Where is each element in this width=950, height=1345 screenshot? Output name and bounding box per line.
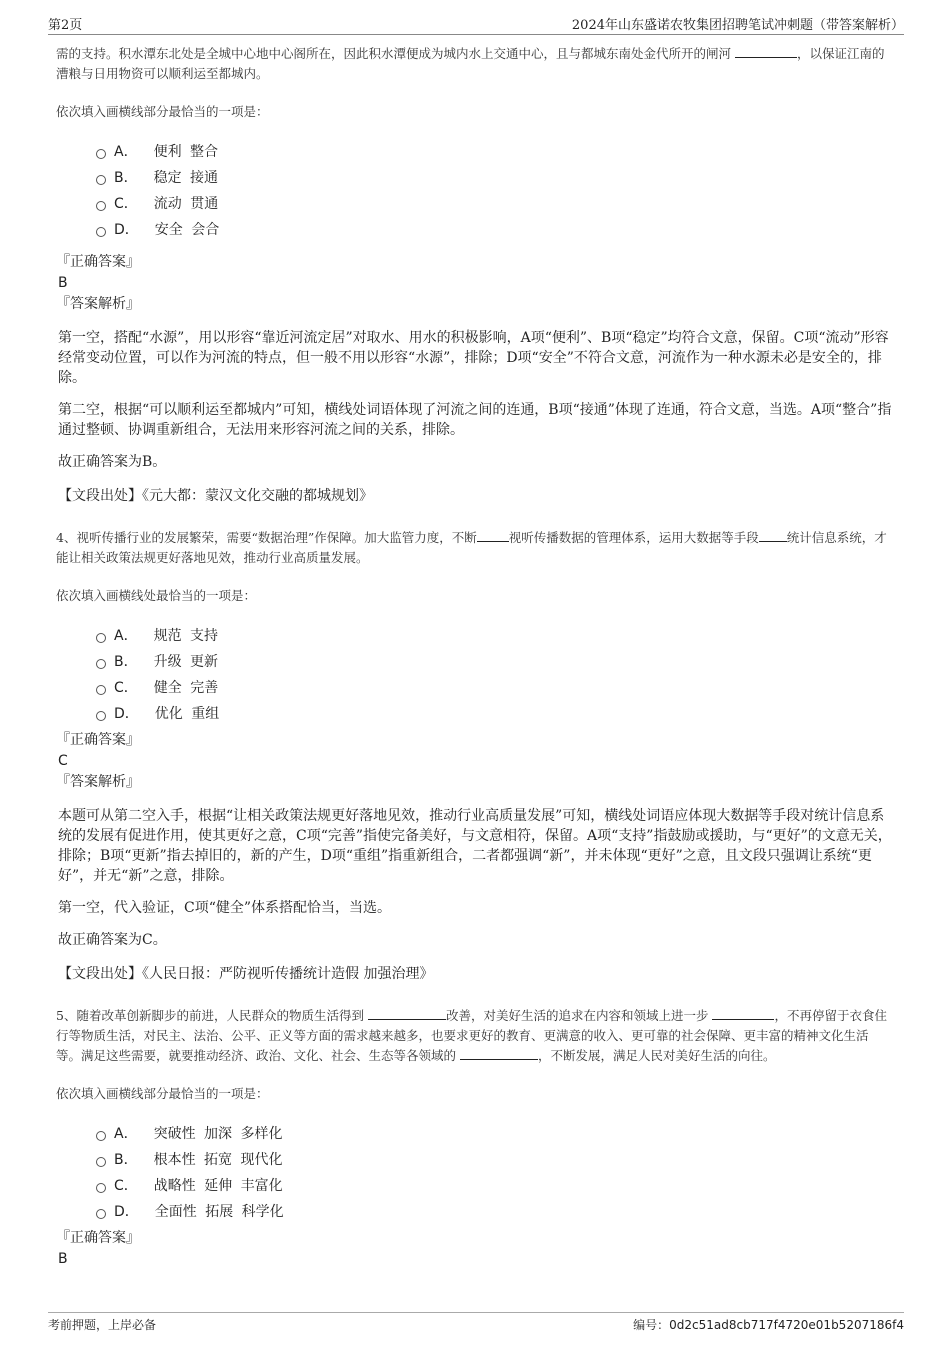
option-a[interactable]: A． 突破性 加深 多样化 (96, 1120, 892, 1146)
radio-icon[interactable] (96, 1209, 106, 1219)
radio-icon[interactable] (96, 633, 106, 643)
option-b[interactable]: B． 升级 更新 (96, 648, 892, 674)
fill-blank (735, 45, 797, 58)
question-5 (56, 1006, 892, 1270)
correct-answer: B (58, 275, 68, 291)
radio-icon[interactable] (96, 201, 106, 211)
analysis-paragraph: 第二空，根据“可以顺利运至都城内”可知，横线处词语体现了河流之间的连通，B项“接通”体现了连通，符合文意，当选。A项“整合”指通过整顿、协调重新组合，无法用来形容河流之间的关系，排除。 (58, 402, 892, 438)
option-b[interactable]: B． 根本性 拓宽 现代化 (96, 1146, 892, 1172)
page-number: 第2页 (48, 18, 83, 33)
question-prompt: 依次填入画横线部分最恰当的一项是： (56, 104, 269, 119)
footer-slogan: 考前押题，上岸必备 (48, 1318, 157, 1332)
page-content (56, 44, 892, 1270)
option-list (96, 622, 892, 726)
radio-icon[interactable] (96, 685, 106, 695)
radio-icon[interactable] (96, 149, 106, 159)
radio-icon[interactable] (96, 227, 106, 237)
question-prompt: 依次填入画横线部分最恰当的一项是： (56, 1086, 269, 1101)
question-prompt: 依次填入画横线处最恰当的一项是： (56, 588, 257, 603)
analysis (56, 806, 892, 950)
serial-number: 编号：0d2c51ad8cb717f4720e01b5207186f4 (633, 1318, 904, 1332)
analysis-paragraph: 故正确答案为B。 (58, 454, 167, 470)
analysis-label: 『答案解析』 (56, 774, 140, 790)
fill-blank (759, 529, 787, 542)
correct-answer: B (58, 1251, 68, 1267)
question-4 (56, 528, 892, 984)
radio-icon[interactable] (96, 1157, 106, 1167)
option-c[interactable]: C． 健全 完善 (96, 674, 892, 700)
question-text: 5、随着改革创新脚步的前进，人民群众的物质生活得到 改善，对美好生活的追求在内容和领域上进一步 ，不再停留于衣食住行等物质生活，对民主、法治、公平、正义等方面的需求越来越多，也要求更好的教育、更满意的收入、更可靠的社会保障、更丰富的精神文化生活等。满足这些需要，就要推动经济、政治、文化、社会、生态等各领域的 ，不断发展，满足人民对美好生活的向往。 (56, 1008, 887, 1063)
analysis-paragraph: 本题可从第二空入手，根据“让相关政策法规更好落地见效，推动行业高质量发展”可知，横线处词语应体现大数据等手段对统计信息系统的发展有促进作用，使其更好之意，C项“完善”指使完备美好，与文意相符，保留。A项“支持”指鼓励或援助，与“更好”的文意无关，排除；B项“更新”指去掉旧的，新的产生，D项“重组”指重新组合，二者都强调“新”，并未体现“更好”之意，且文段只强调让系统“更好”，并无“新”之意，排除。 (58, 808, 892, 884)
radio-icon[interactable] (96, 1183, 106, 1193)
fill-blank (368, 1007, 446, 1020)
option-d[interactable]: D． 全面性 拓展 科学化 (96, 1198, 892, 1224)
page-header (48, 12, 904, 35)
option-b[interactable]: B． 稳定 接通 (96, 164, 892, 190)
option-d[interactable]: D． 优化 重组 (96, 700, 892, 726)
question-3-continued (56, 44, 892, 506)
answer-label: 『正确答案』 (56, 732, 140, 748)
radio-icon[interactable] (96, 175, 106, 185)
correct-answer: C (58, 753, 68, 769)
page-footer (48, 1312, 904, 1337)
source-citation: 【文段出处】《元大都：蒙汉文化交融的都城规划》 (58, 488, 373, 504)
source-citation: 【文段出处】《人民日报：严防视听传播统计造假 加强治理》 (58, 966, 434, 982)
option-a[interactable]: A． 便利 整合 (96, 138, 892, 164)
answer-label: 『正确答案』 (56, 254, 140, 270)
analysis-paragraph: 第一空，代入验证，C项“健全”体系搭配恰当，当选。 (58, 900, 392, 916)
option-list (96, 138, 892, 242)
option-d[interactable]: D． 安全 会合 (96, 216, 892, 242)
question-text: 4、视听传播行业的发展繁荣，需要“数据治理”作保障。加大监管力度，不断 视听传播数据的管理体系，运用大数据等手段 统计信息系统，才能让相关政策法规更好落地见效，推动行业高质量发展。 (56, 530, 887, 565)
analysis (56, 328, 892, 472)
fill-blank (460, 1047, 538, 1060)
analysis-paragraph: 故正确答案为C。 (58, 932, 167, 948)
analysis-label: 『答案解析』 (56, 296, 140, 312)
option-c[interactable]: C． 战略性 延伸 丰富化 (96, 1172, 892, 1198)
radio-icon[interactable] (96, 659, 106, 669)
question-text: 需的支持。积水潭东北处是全城中心地中心阁所在，因此积水潭便成为城内水上交通中心，且与都城东南处金代所开的闸河 ，以保证江南的漕粮与日用物资可以顺利运至都城内。 (56, 46, 885, 81)
option-c[interactable]: C． 流动 贯通 (96, 190, 892, 216)
answer-label: 『正确答案』 (56, 1230, 140, 1246)
radio-icon[interactable] (96, 711, 106, 721)
radio-icon[interactable] (96, 1131, 106, 1141)
option-list (96, 1120, 892, 1224)
fill-blank (477, 529, 509, 542)
document-title: 2024年山东盛诺农牧集团招聘笔试冲刺题（带答案解析） (571, 18, 904, 33)
fill-blank (712, 1007, 774, 1020)
option-a[interactable]: A． 规范 支持 (96, 622, 892, 648)
analysis-paragraph: 第一空，搭配“水源”，用以形容“靠近河流定居”对取水、用水的积极影响，A项“便利”、B项“稳定”均符合文意，保留。C项“流动”形容经常变动位置，可以作为河流的特点，但一般不用以形容“水源”，排除；D项“安全”不符合文意，河流作为一种水源未必是安全的，排除。 (58, 330, 889, 386)
